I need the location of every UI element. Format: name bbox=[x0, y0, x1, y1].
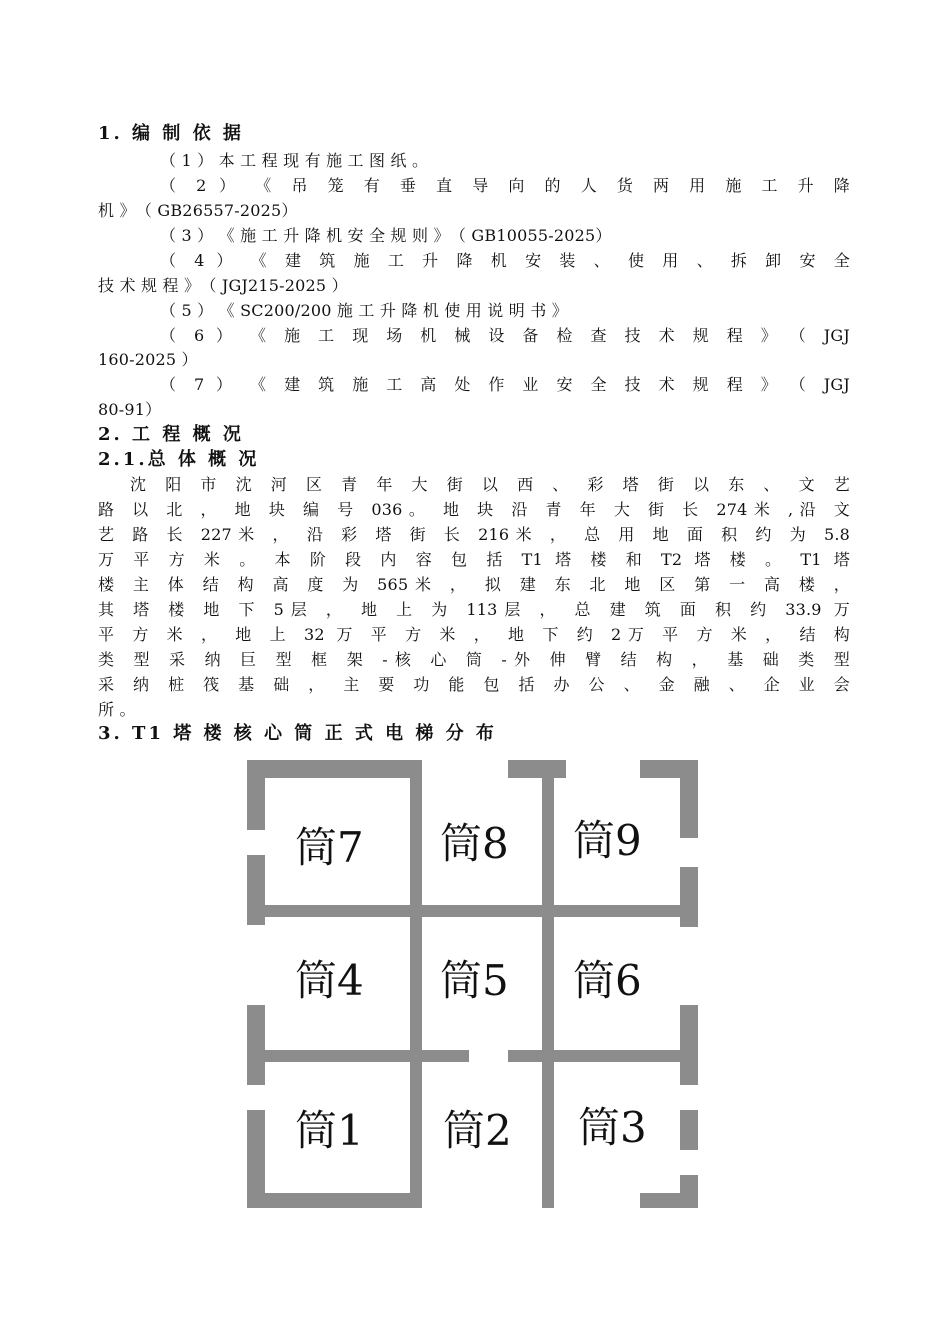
basis-item-7: （ 7 ） 《 建 筑 施 工 高 处 作 业 安 全 技 术 规 程 》 （ JGJ bbox=[160, 375, 850, 394]
basis-item-4: （ 4 ） 《 建 筑 施 工 升 降 机 安 装 、 使 用 、 拆 卸 安 全 bbox=[160, 251, 850, 270]
basis-item-3: （ 3 ） 《 施 工 升 降 机 安 全 规 则 》 （ GB10055-2025） bbox=[160, 226, 612, 245]
wall-top-left bbox=[247, 760, 417, 778]
wall-left-mid-b bbox=[247, 1005, 265, 1085]
cell-label-3: 筒3 bbox=[578, 1103, 647, 1152]
cell-label-5: 筒5 bbox=[440, 956, 509, 1005]
wall-vertical-2 bbox=[542, 760, 554, 1208]
wall-bottom-left bbox=[247, 1193, 422, 1208]
overview-line-6: 其 塔 楼 地 下 5层 ， 地 上 为 113层 ， 总 建 筑 面 积 约 33.9 万 bbox=[98, 600, 850, 619]
wall-top-mid bbox=[508, 760, 566, 778]
overview-line-9: 采 纳 桩 筏 基 础 ， 主 要 功 能 包 括 办 公 、 金 融 、 企 业 会 bbox=[98, 675, 850, 694]
cell-label-2: 筒2 bbox=[443, 1106, 512, 1155]
section-3-title: 3. T1 塔 楼 核 心 筒 正 式 电 梯 分 布 bbox=[98, 723, 497, 744]
section-1-title: 1. 编 制 依 据 bbox=[98, 123, 244, 144]
wall-horizontal-1 bbox=[247, 905, 698, 917]
basis-item-6-cont: 160-2025 ） bbox=[98, 350, 198, 369]
wall-vertical-1 bbox=[410, 760, 422, 1208]
wall-horizontal-2b bbox=[508, 1050, 698, 1062]
overview-line-2: 路 以 北 ， 地 块 编 号 036。 地 块 沿 青 年 大 街 长 274米 ,沿 文 bbox=[98, 500, 850, 519]
core-cell-labels bbox=[295, 816, 647, 1155]
section-2-title: 2. 工 程 概 况 bbox=[98, 424, 244, 445]
overview-line-4: 万 平 方 米 。 本 阶 段 内 容 包 括 T1 塔 楼 和 T2 塔 楼 。 T1 塔 bbox=[98, 550, 850, 569]
wall-left-mid-a bbox=[247, 855, 265, 925]
basis-item-1: （ 1 ） 本 工 程 现 有 施 工 图 纸 。 bbox=[160, 151, 429, 170]
wall-right-lower bbox=[680, 1110, 698, 1150]
cell-label-6: 筒6 bbox=[573, 956, 642, 1005]
overview-line-1: 沈 阳 市 沈 河 区 青 年 大 街 以 西 、 彩 塔 街 以 东 、 文 艺 bbox=[130, 475, 850, 494]
basis-item-6: （ 6 ） 《 施 工 现 场 机 械 设 备 检 查 技 术 规 程 》 （ JGJ bbox=[160, 326, 850, 345]
overview-line-10: 所 。 bbox=[98, 700, 136, 719]
overview-line-5: 楼 主 体 结 构 高 度 为 565米 ， 拟 建 东 北 地 区 第 一 高 楼 ， bbox=[98, 575, 850, 594]
basis-item-4-cont: 技 术 规 程 》 （ JGJ215-2025 ） bbox=[98, 276, 348, 295]
basis-item-2-cont: 机 》 （ GB26557-2025） bbox=[98, 201, 298, 220]
overview-line-7: 平 方 米 ， 地 上 32 万 平 方 米 ， 地 下 约 2万 平 方 米 ， 结 构 bbox=[98, 625, 850, 644]
basis-item-7-cont: 80-91） bbox=[98, 400, 162, 419]
wall-horizontal-2a bbox=[247, 1050, 469, 1062]
wall-right-mid-b bbox=[680, 1005, 698, 1085]
wall-right-bottom bbox=[680, 1175, 698, 1208]
overview-line-3: 艺 路 长 227米 ， 沿 彩 塔 街 长 216米 ， 总 用 地 面 积 约 为 5.8 bbox=[98, 525, 850, 544]
core-tube-plan bbox=[240, 755, 710, 1215]
wall-right-upper bbox=[680, 760, 698, 838]
wall-right-mid-a bbox=[680, 867, 698, 927]
cell-label-9: 筒9 bbox=[573, 816, 642, 865]
section-2-1-title: 2.1.总 体 概 况 bbox=[98, 449, 260, 470]
wall-left-upper bbox=[247, 760, 265, 830]
cell-label-4: 筒4 bbox=[295, 956, 364, 1005]
cell-label-1: 筒1 bbox=[295, 1106, 364, 1155]
basis-item-2: （ 2 ） 《 吊 笼 有 垂 直 导 向 的 人 货 两 用 施 工 升 降 bbox=[160, 176, 850, 195]
cell-label-7: 筒7 bbox=[295, 823, 364, 872]
basis-item-5: （ 5 ） 《 SC200/200 施 工 升 降 机 使 用 说 明 书 》 bbox=[160, 301, 568, 320]
cell-label-8: 筒8 bbox=[440, 819, 509, 868]
overview-line-8: 类 型 采 纳 巨 型 框 架 -核 心 筒 -外 伸 臂 结 构 ， 基 础 类 型 bbox=[98, 650, 850, 669]
